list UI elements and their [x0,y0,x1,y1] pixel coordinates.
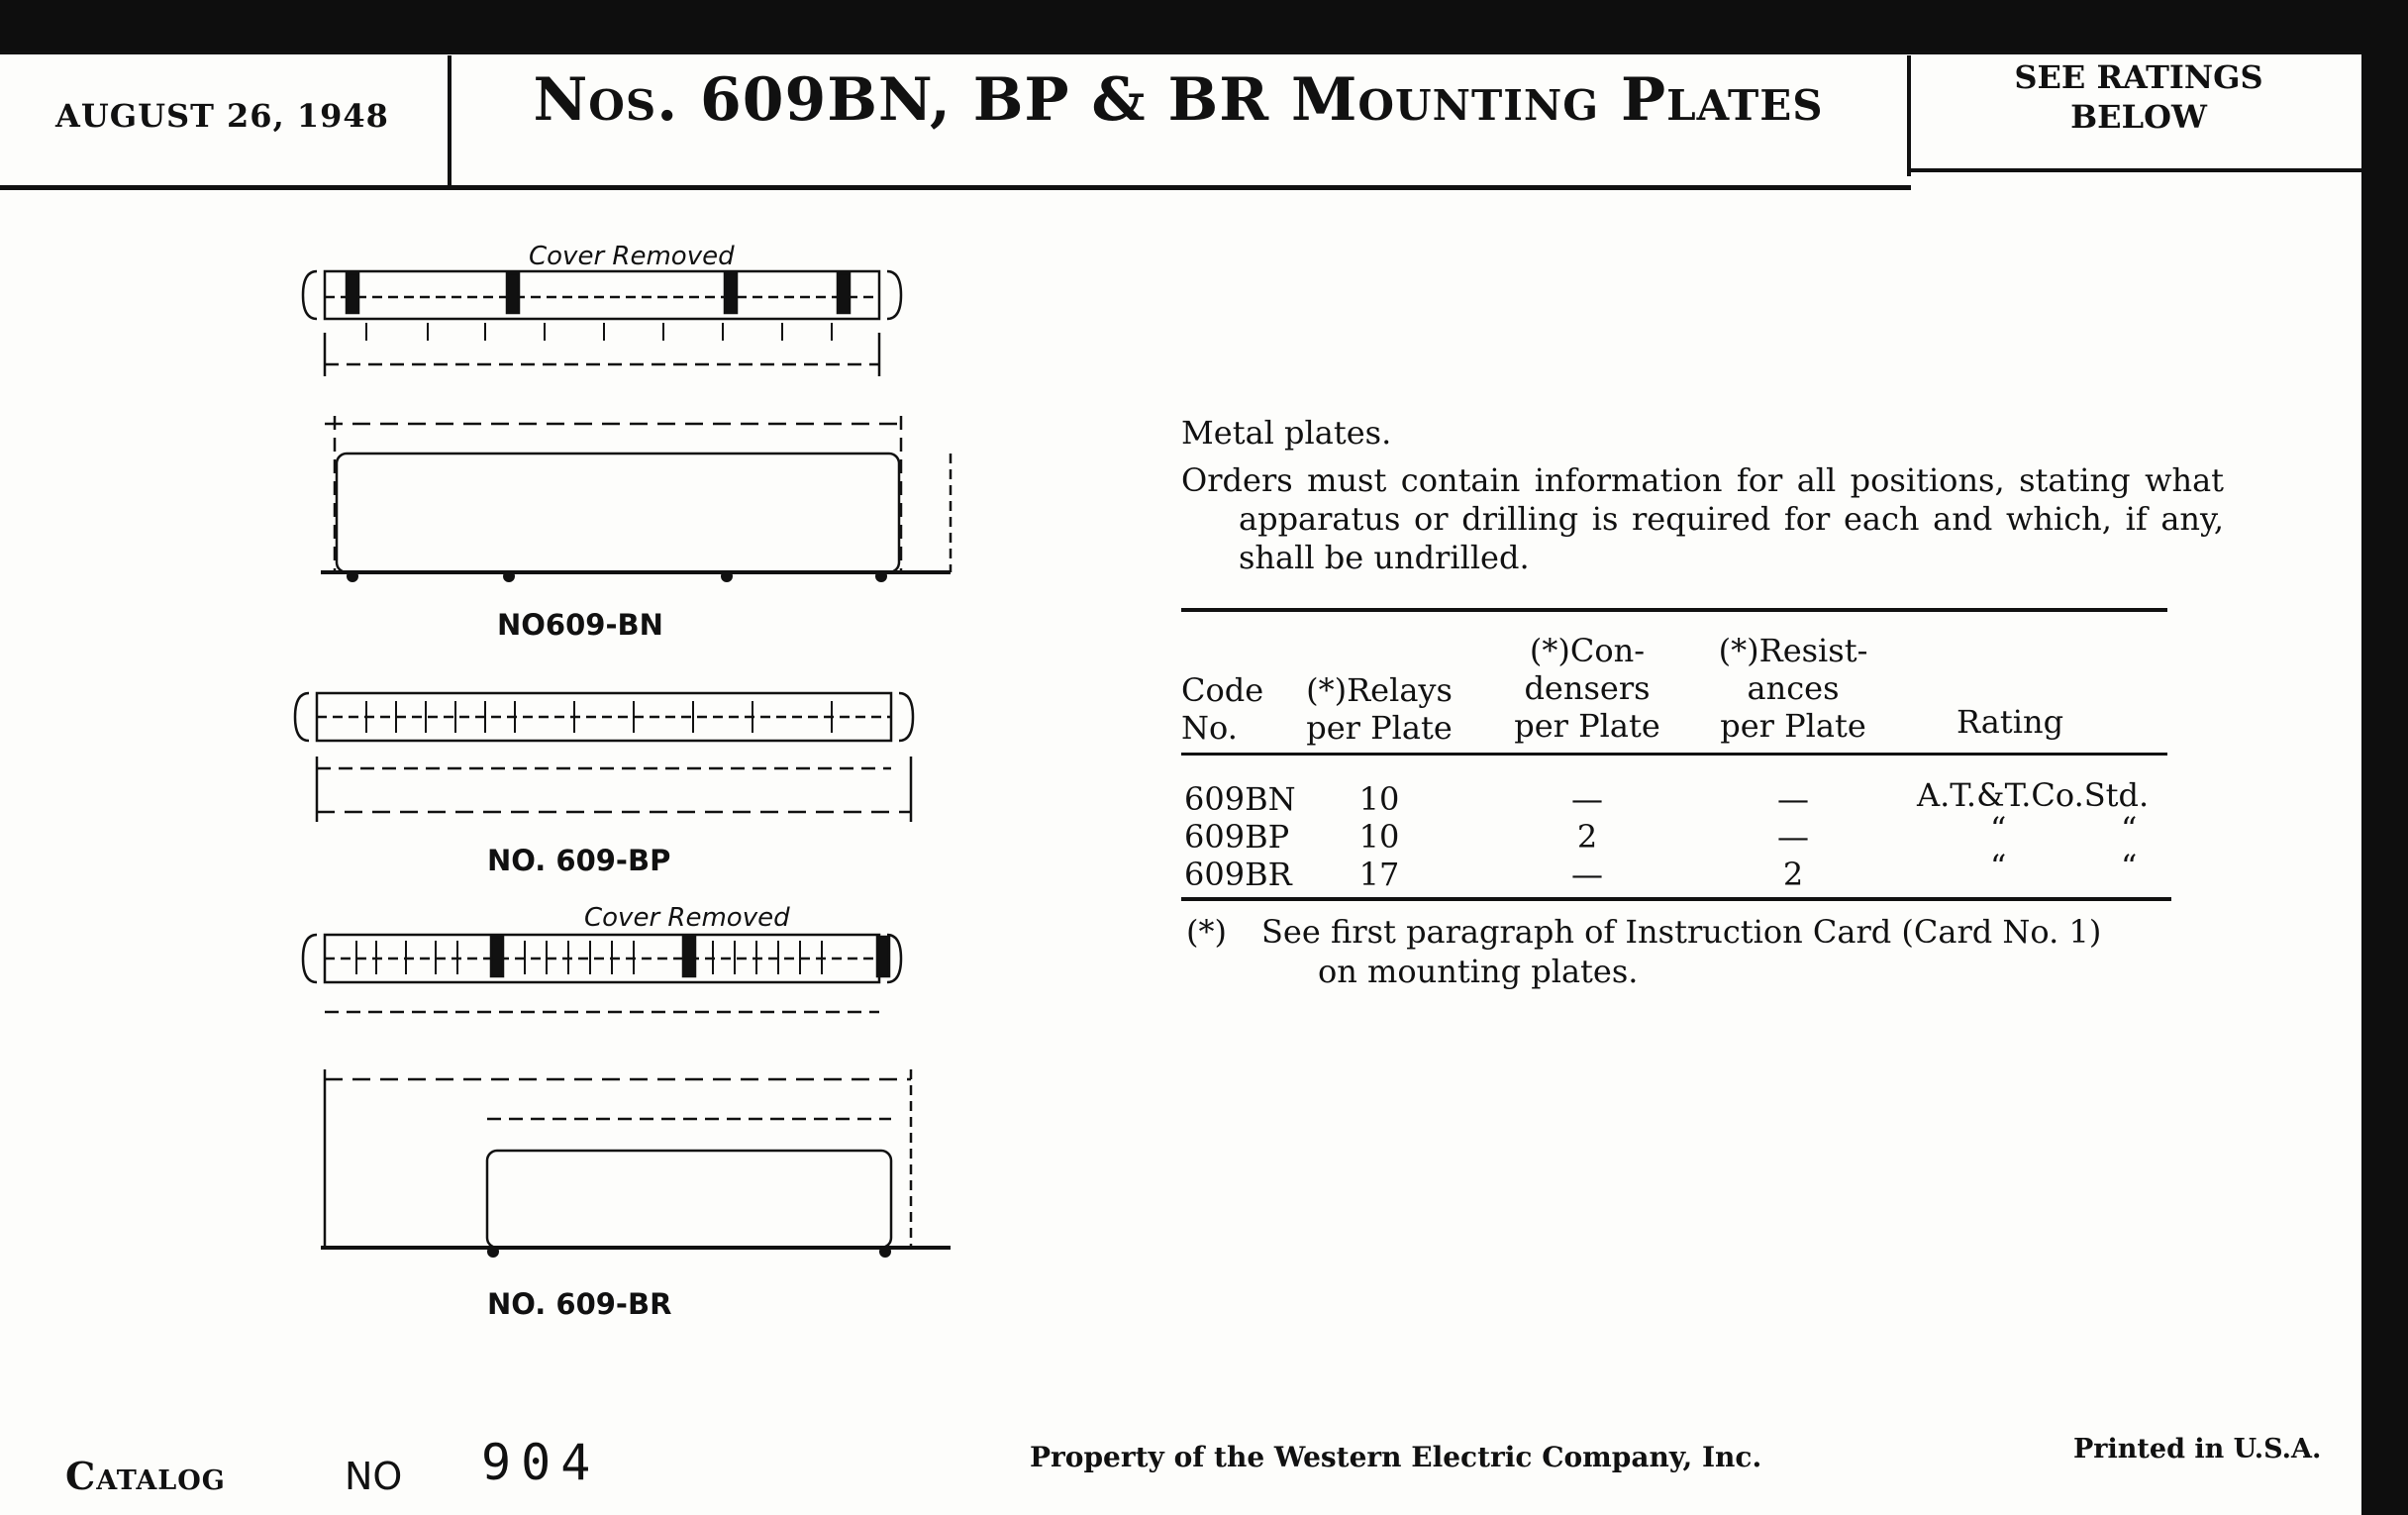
table-top-rule [1181,608,2167,612]
drawing-609bp [198,673,1030,832]
col-header-code: Code No. [1181,671,1264,747]
scan-top-border [0,0,2408,51]
cell-rating: A.T.&T.Co.Std. [1917,776,2150,814]
table-bottom-rule [1181,897,2171,901]
cell-condensers: 2 [1576,818,1598,856]
footer-catalog: Catalog [65,1454,226,1498]
footer-printed: Printed in U.S.A. [2073,1434,2322,1464]
see-ratings-line1: SEE RATINGS [2014,58,2263,96]
header-date: AUGUST 26, 1948 [55,97,389,135]
bn-label: NO609-BN [497,608,663,642]
bp-label: NO. 609-BP [487,844,671,877]
cell-code: 609BR [1184,856,1292,893]
cell-rating-ditto: “ [2121,848,2138,885]
scan-right-border [2361,0,2408,1515]
cell-rating: “ [1990,810,2007,848]
catalog-number: 904 [481,1434,601,1491]
cell-resistances: — [1777,780,1809,818]
col-header-condensers: (*)Con- densers per Plate [1514,632,1660,745]
table-footnote [1186,912,2166,991]
cell-resistances: 2 [1782,856,1804,893]
header-bottom-rule-right [1911,168,2361,172]
cell-relays: 10 [1358,780,1400,818]
cell-condensers: — [1571,780,1603,818]
cell-relays: 17 [1358,856,1400,893]
bn-top-plate [325,271,879,319]
cell-rating-ditto: “ [2121,810,2138,848]
bn-cover-note: Cover Removed [529,242,735,271]
footer-property: Property of the Western Electric Company, Inc. [1030,1441,1762,1473]
see-ratings-note [1911,57,2366,137]
footnote-line2: on mounting plates. [1318,953,1639,990]
col-header-resistances: (*)Resist- ances per Plate [1718,632,1868,745]
cell-rating: “ [1990,848,2007,885]
table-header-rule [1181,753,2167,756]
drawing-609br [198,901,1030,1277]
cell-code: 609BN [1184,780,1296,818]
description-orders: Orders must contain information for all positions, stating what apparatus or drilling is required for each and which, if any, shall be undrilled. [1181,461,2224,576]
see-ratings-line2: BELOW [2070,98,2207,136]
br-cover [487,1151,891,1248]
page-title: Nos. 609BN, BP & BR Mounting Plates [533,65,1824,135]
col-header-relays: (*)Relays per Plate [1306,671,1453,747]
footnote-mark: (*) [1186,913,1227,951]
cell-code: 609BP [1184,818,1290,856]
cell-resistances: — [1777,818,1809,856]
br-cover-note: Cover Removed [584,903,790,933]
header-bottom-rule [0,185,1911,190]
header-top-rule [0,51,2361,54]
bn-cover [337,454,899,572]
col-header-rating: Rating [1956,703,2064,741]
drawing-609bn [198,238,1030,654]
cell-condensers: — [1571,856,1603,893]
cell-relays: 10 [1358,818,1400,856]
description-metal: Metal plates. [1181,414,1392,452]
footer-no: NO [345,1455,403,1498]
br-label: NO. 609-BR [487,1287,672,1321]
footnote-line1: See first paragraph of Instruction Card (Card No. 1) [1261,913,2102,951]
